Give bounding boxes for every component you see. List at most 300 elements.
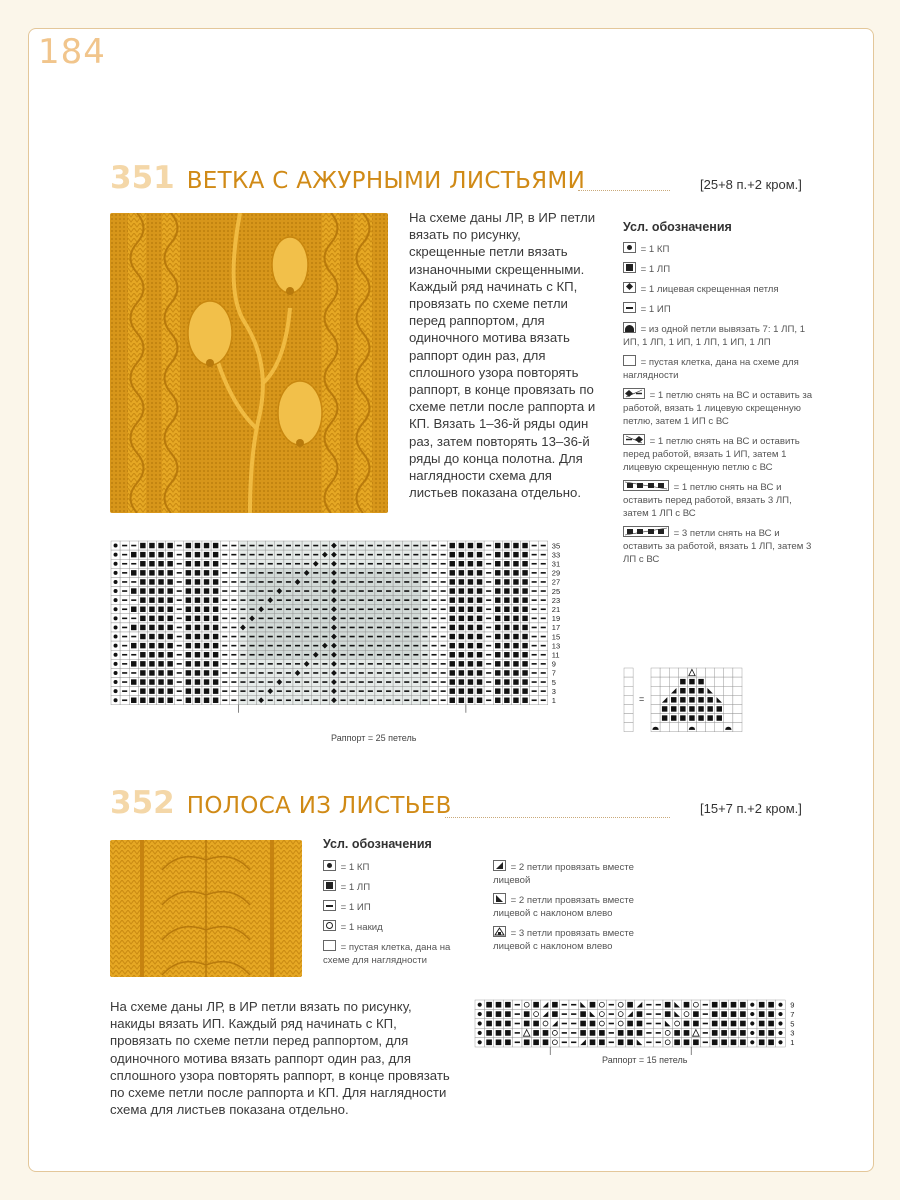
- chart-symbol-square: [522, 661, 527, 666]
- row-number: 11: [551, 650, 560, 660]
- chart-symbol-square: [140, 652, 145, 657]
- chart-symbol-dash: [259, 645, 264, 647]
- chart-symbol-dash: [359, 590, 364, 592]
- chart-symbol-dash: [222, 545, 227, 547]
- chart-symbol-dash: [377, 690, 382, 692]
- chart-symbol-dash: [250, 572, 255, 574]
- chart-symbol-dash: [359, 581, 364, 583]
- chart-symbol-dash: [268, 663, 273, 665]
- chart-cell: [550, 1038, 559, 1047]
- chart-symbol-dash: [131, 690, 136, 692]
- chart-symbol-square: [505, 1011, 511, 1017]
- chart-symbol-square: [131, 679, 136, 684]
- chart-symbol-square: [721, 1039, 727, 1045]
- chart-symbol-dash: [313, 690, 318, 692]
- chart-symbol-square: [167, 597, 172, 602]
- chart-symbol-dash: [395, 690, 400, 692]
- legend-item-text: = пустая клетка, дана на схеме для наглядности: [323, 942, 451, 966]
- chart-symbol-dash: [386, 572, 391, 574]
- chart-symbol-square: [693, 1021, 699, 1027]
- chart-symbol-dash: [122, 645, 127, 647]
- chart-symbol-square: [513, 679, 518, 684]
- chart-symbol-dash: [368, 672, 373, 674]
- chart-symbol-dash: [413, 654, 418, 656]
- chart-symbol-square: [459, 634, 464, 639]
- chart-symbol-square: [533, 1002, 539, 1008]
- chart-symbol-dash: [222, 608, 227, 610]
- chart-symbol-square: [522, 561, 527, 566]
- chart-symbol-square: [486, 1030, 492, 1036]
- legend-351: [623, 242, 813, 572]
- chart-symbol-dash: [313, 627, 318, 629]
- chart-symbol-dot: [114, 653, 118, 657]
- chart-symbol-square: [149, 579, 154, 584]
- chart-symbol-dash: [177, 608, 182, 610]
- chart-symbol-square: [740, 1002, 746, 1008]
- chart-symbol-dash: [541, 581, 546, 583]
- chart-symbol-dash: [413, 581, 418, 583]
- chart-symbol-dot: [114, 625, 118, 629]
- chart-symbol-dash: [377, 599, 382, 601]
- chart-symbol-dash: [277, 672, 282, 674]
- chart-symbol-dash: [313, 572, 318, 574]
- chart-symbol-square: [495, 561, 500, 566]
- chart-symbol-dot: [750, 1012, 754, 1016]
- chart-symbol-square: [477, 670, 482, 675]
- chart-symbol-dash: [231, 699, 236, 701]
- pattern-number: 351: [110, 160, 175, 196]
- chart-symbol-dash: [541, 599, 546, 601]
- dash-symbol-icon: [323, 900, 336, 911]
- chart-symbol-square: [543, 1039, 549, 1045]
- chart-symbol-square: [131, 607, 136, 612]
- chart-symbol-dash: [341, 681, 346, 683]
- row-number: 27: [551, 577, 561, 587]
- chart-symbol-dash: [231, 645, 236, 647]
- chart-symbol-square: [495, 552, 500, 557]
- chart-symbol-dash: [395, 599, 400, 601]
- chart-symbol-dash: [359, 663, 364, 665]
- chart-symbol-dash: [250, 654, 255, 656]
- chart-symbol-dash: [368, 581, 373, 583]
- chart-symbol-square: [459, 570, 464, 575]
- legend-item: [323, 920, 473, 934]
- chart-symbol-dash: [532, 618, 537, 620]
- chart-symbol-dash: [295, 563, 300, 565]
- legend-item: [623, 355, 813, 382]
- chart-symbol-square: [768, 1039, 774, 1045]
- chart-symbol-dash: [286, 699, 291, 701]
- chart-cell: [624, 695, 633, 704]
- chart-symbol-square: [522, 552, 527, 557]
- chart-symbol-dash: [286, 645, 291, 647]
- chart-symbol-square: [213, 607, 218, 612]
- chart-symbol-dash: [404, 599, 409, 601]
- chart-symbol-square: [495, 625, 500, 630]
- chart-cell: [651, 695, 660, 704]
- chart-symbol-square: [707, 697, 712, 702]
- chart-symbol-square: [524, 1039, 530, 1045]
- chart-symbol-dash: [395, 636, 400, 638]
- chart-symbol-square: [149, 652, 154, 657]
- chart-symbol-square: [721, 1030, 727, 1036]
- chart-symbol-dash: [395, 627, 400, 629]
- chart-symbol-dash: [222, 581, 227, 583]
- chart-symbol-square: [459, 579, 464, 584]
- legend-item: [623, 322, 813, 349]
- chart-symbol-square: [167, 561, 172, 566]
- chart-cell: [715, 723, 724, 732]
- chart-symbol-square: [580, 1030, 586, 1036]
- chart-symbol-dot: [478, 1012, 482, 1016]
- chart-symbol-dash: [395, 645, 400, 647]
- chart-symbol-dash: [541, 590, 546, 592]
- chart-symbol-square: [213, 688, 218, 693]
- chart-symbol-dash: [368, 645, 373, 647]
- chart-symbol-square: [459, 552, 464, 557]
- chart-symbol-dash: [486, 627, 491, 629]
- chart-symbol-dash: [341, 554, 346, 556]
- chart-symbol-dash: [541, 572, 546, 574]
- chart-symbol-square: [768, 1021, 774, 1027]
- chart-symbol-dash: [441, 645, 446, 647]
- chart-symbol-dash: [377, 572, 382, 574]
- chart-symbol-square: [731, 1011, 737, 1017]
- chart-symbol-dash: [286, 663, 291, 665]
- chart-symbol-dash: [646, 1042, 651, 1044]
- chart-symbol-dash: [240, 654, 245, 656]
- chart-symbol-dash: [341, 545, 346, 547]
- chart-symbol-square: [195, 625, 200, 630]
- chart-symbol-square: [186, 679, 191, 684]
- chart-symbol-square: [450, 579, 455, 584]
- chart-symbol-square: [149, 543, 154, 548]
- chart-symbol-dash: [268, 627, 273, 629]
- chart-symbol-dash: [432, 618, 437, 620]
- chart-symbol-dash: [240, 590, 245, 592]
- chart-symbol-square: [167, 570, 172, 575]
- chart-symbol-dash: [368, 663, 373, 665]
- chart-cell: [597, 1009, 606, 1018]
- legend-item: [493, 926, 643, 953]
- chart-symbol-square: [522, 670, 527, 675]
- chart-symbol-square: [693, 1011, 699, 1017]
- semicircle-symbol-icon: [623, 322, 636, 333]
- chart-cell: [724, 704, 733, 713]
- chart-symbol-dash: [341, 663, 346, 665]
- chart-symbol-dash: [268, 572, 273, 574]
- chart-symbol-square: [768, 1030, 774, 1036]
- chart-symbol-square: [698, 697, 703, 702]
- chart-symbol-dash: [277, 645, 282, 647]
- chart-symbol-square: [504, 552, 509, 557]
- chart-symbol-dash: [177, 599, 182, 601]
- chart-symbol-square: [167, 643, 172, 648]
- chart-symbol-dash: [368, 690, 373, 692]
- chart-symbol-dash: [277, 545, 282, 547]
- chart-cell: [531, 1009, 540, 1018]
- chart-symbol-square: [213, 597, 218, 602]
- chart-symbol-dash: [122, 608, 127, 610]
- chart-symbol-dash: [122, 690, 127, 692]
- chart-symbol-square: [195, 643, 200, 648]
- chart-symbol-dash: [341, 581, 346, 583]
- chart-symbol-dash: [250, 545, 255, 547]
- chart-symbol-dash: [422, 599, 427, 601]
- chart-symbol-square: [504, 643, 509, 648]
- chart-symbol-dash: [231, 681, 236, 683]
- chart-symbol-square: [131, 661, 136, 666]
- chart-symbol-square: [522, 597, 527, 602]
- chart-symbol-dash: [131, 581, 136, 583]
- chart-symbol-dash: [441, 563, 446, 565]
- chart-cell: [624, 714, 633, 723]
- chart-symbol-square: [680, 697, 685, 702]
- chart-symbol-dash: [609, 1023, 614, 1025]
- chart-symbol-dash: [359, 690, 364, 692]
- chart-symbol-dash: [350, 654, 355, 656]
- chart-symbol-square: [590, 1030, 596, 1036]
- chart-symbol-square: [522, 579, 527, 584]
- chart-symbol-dash: [313, 581, 318, 583]
- chart-symbol-dot: [114, 580, 118, 584]
- chart-symbol-dash: [222, 618, 227, 620]
- chart-symbol-square: [158, 698, 163, 703]
- legend-352-col2: [493, 860, 643, 959]
- chart-symbol-dash: [341, 645, 346, 647]
- chart-symbol-dash: [432, 572, 437, 574]
- chart-symbol-dash: [422, 590, 427, 592]
- chart-symbol-square: [204, 616, 209, 621]
- chart-symbol-square: [522, 588, 527, 593]
- chart-symbol-dash: [177, 672, 182, 674]
- chart-symbol-dash: [646, 1032, 651, 1034]
- chart-symbol-square: [698, 715, 703, 720]
- row-number: 15: [551, 632, 561, 642]
- chart-symbol-dash: [404, 645, 409, 647]
- chart-symbol-dash: [341, 636, 346, 638]
- chart-symbol-dash: [404, 636, 409, 638]
- chart-symbol-square: [149, 552, 154, 557]
- chart-symbol-dash: [231, 581, 236, 583]
- chart-symbol-square: [459, 616, 464, 621]
- chart-symbol-square: [689, 706, 694, 711]
- chart-symbol-dash: [250, 581, 255, 583]
- chart-symbol-square: [731, 1030, 737, 1036]
- chart-symbol-square: [140, 570, 145, 575]
- legend-item-text: = 1 петлю снять на ВС и оставить за работой, вязать 1 лицевую скрещенную петлю, затем 1 ИП с ВС: [623, 390, 813, 427]
- chart-symbol-dash: [386, 545, 391, 547]
- chart-symbol-dash: [259, 563, 264, 565]
- chart-symbol-dash: [441, 572, 446, 574]
- row-number: 33: [551, 550, 561, 560]
- chart-symbol-dash: [259, 636, 264, 638]
- chart-symbol-dash: [532, 645, 537, 647]
- chart-symbol-square: [204, 561, 209, 566]
- chart-symbol-dash: [422, 581, 427, 583]
- chart-symbol-square: [158, 652, 163, 657]
- chart-symbol-square: [158, 688, 163, 693]
- chart-symbol-square: [505, 1002, 511, 1008]
- chart-cell: [597, 1019, 606, 1028]
- chart-symbol-square: [140, 634, 145, 639]
- chart-symbol-dash: [486, 636, 491, 638]
- chart-symbol-square: [486, 1002, 492, 1008]
- chart-cell: [651, 714, 660, 723]
- chart-symbol-dash: [413, 563, 418, 565]
- chart-symbol-dash: [395, 663, 400, 665]
- chart-symbol-dash: [322, 681, 327, 683]
- chart-symbol-square: [504, 661, 509, 666]
- legend-item-text: = 2 петли провязать вместе лицевой с наклоном влево: [493, 895, 634, 919]
- chart-symbol-dash: [350, 690, 355, 692]
- chart-symbol-dash: [322, 572, 327, 574]
- chart-symbol-dash: [304, 627, 309, 629]
- chart-symbol-dot: [114, 689, 118, 693]
- chart-symbol-dash: [413, 690, 418, 692]
- chart-symbol-dash: [377, 563, 382, 565]
- chart-symbol-dash: [122, 681, 127, 683]
- chart-symbol-dash: [422, 645, 427, 647]
- chart-symbol-dash: [656, 1032, 661, 1034]
- chart-symbol-dash: [341, 563, 346, 565]
- chart-symbol-square: [186, 607, 191, 612]
- chart-symbol-dash: [432, 545, 437, 547]
- chart-symbol-dash: [404, 545, 409, 547]
- chart-symbol-square: [186, 661, 191, 666]
- chart-symbol-dash: [413, 627, 418, 629]
- chart-symbol-dash: [386, 663, 391, 665]
- chart-symbol-dash: [571, 1023, 576, 1025]
- chart-symbol-square: [504, 607, 509, 612]
- chart-cell: [706, 668, 715, 677]
- chart-symbol-dash: [441, 608, 446, 610]
- chart-symbol-dash: [359, 699, 364, 701]
- chart-symbol-dash: [386, 654, 391, 656]
- row-number: 5: [551, 677, 556, 687]
- chart-symbol-square: [186, 597, 191, 602]
- chart-symbol-dash: [703, 1013, 708, 1015]
- chart-symbol-dash: [377, 554, 382, 556]
- chart-symbol-dash: [422, 681, 427, 683]
- chart-symbol-square: [504, 561, 509, 566]
- chart-symbol-square: [627, 1039, 633, 1045]
- chart-symbol-dash: [122, 590, 127, 592]
- chart-symbol-square: [496, 1011, 502, 1017]
- diamond-symbol-icon: [623, 282, 636, 293]
- chart-symbol-square: [149, 561, 154, 566]
- chart-symbol-dash: [295, 654, 300, 656]
- chart-symbol-dash: [322, 654, 327, 656]
- chart-symbol-dash: [286, 545, 291, 547]
- legend-item: [323, 900, 473, 914]
- chart-symbol-dash: [122, 599, 127, 601]
- chart-cell: [660, 723, 669, 732]
- chart-symbol-dash: [562, 1032, 567, 1034]
- chart-symbol-dash: [322, 699, 327, 701]
- chart-symbol-dash: [341, 590, 346, 592]
- chart-symbol-dash: [486, 563, 491, 565]
- chart-symbol-square: [186, 579, 191, 584]
- chart-symbol-dash: [231, 590, 236, 592]
- chart-symbol-dash: [122, 618, 127, 620]
- chart-symbol-dash: [268, 554, 273, 556]
- chart-symbol-square: [689, 679, 694, 684]
- chart-symbol-dash: [541, 645, 546, 647]
- chart-symbol-square: [684, 1030, 690, 1036]
- chart-symbol-dash: [422, 690, 427, 692]
- chart-symbol-square: [671, 715, 676, 720]
- chart-symbol-square: [662, 715, 667, 720]
- chart-symbol-dash: [304, 699, 309, 701]
- chart-symbol-dash: [413, 599, 418, 601]
- chart-symbol-dash: [322, 563, 327, 565]
- chart-symbol-dot: [114, 698, 118, 702]
- chart-symbol-dash: [240, 608, 245, 610]
- chart-symbol-square: [459, 607, 464, 612]
- chart-symbol-dash: [222, 636, 227, 638]
- chart-symbol-square: [590, 1021, 596, 1027]
- chart-symbol-dash: [486, 681, 491, 683]
- chart-symbol-square: [140, 552, 145, 557]
- chart-symbol-square: [149, 597, 154, 602]
- legend-item: [323, 880, 473, 894]
- chart-symbol-dash: [259, 572, 264, 574]
- knit-sample-photo: [110, 213, 388, 513]
- chart-symbol-square: [759, 1002, 765, 1008]
- chart-symbol-square: [468, 670, 473, 675]
- chart-symbol-square: [740, 1011, 746, 1017]
- chart-symbol-dash: [486, 699, 491, 701]
- chart-symbol-square: [158, 634, 163, 639]
- chart-symbol-dash: [231, 663, 236, 665]
- chart-symbol-dash: [222, 672, 227, 674]
- chart-symbol-dash: [304, 636, 309, 638]
- cable-1-3-right-icon: [623, 480, 669, 491]
- chart-cell: [715, 677, 724, 686]
- chart-symbol-square: [140, 643, 145, 648]
- chart-symbol-dash: [359, 618, 364, 620]
- legend-item: [623, 242, 813, 256]
- chart-symbol-dot: [114, 635, 118, 639]
- chart-symbol-dash: [222, 572, 227, 574]
- chart-symbol-dash: [404, 608, 409, 610]
- chart-symbol-square: [496, 1030, 502, 1036]
- chart-symbol-dash: [240, 554, 245, 556]
- chart-symbol-square: [712, 1039, 718, 1045]
- chart-symbol-square: [477, 607, 482, 612]
- chart-symbol-dot: [478, 1021, 482, 1025]
- chart-symbol-dash: [231, 599, 236, 601]
- chart-symbol-dash: [656, 1013, 661, 1015]
- chart-symbol-dot: [778, 1031, 782, 1035]
- chart-symbol-square: [459, 643, 464, 648]
- chart-symbol-dash: [313, 608, 318, 610]
- chart-symbol-square: [680, 706, 685, 711]
- chart-symbol-dash: [177, 690, 182, 692]
- chart-symbol-dash: [240, 545, 245, 547]
- chart-symbol-dash: [422, 672, 427, 674]
- chart-symbol-square: [731, 1021, 737, 1027]
- chart-symbol-square: [504, 670, 509, 675]
- chart-cell: [724, 686, 733, 695]
- chart-symbol-dash: [231, 618, 236, 620]
- chart-symbol-square: [522, 688, 527, 693]
- chart-symbol-dash: [277, 563, 282, 565]
- chart-symbol-square: [450, 661, 455, 666]
- chart-symbol-dash: [395, 618, 400, 620]
- chart-symbol-square: [513, 597, 518, 602]
